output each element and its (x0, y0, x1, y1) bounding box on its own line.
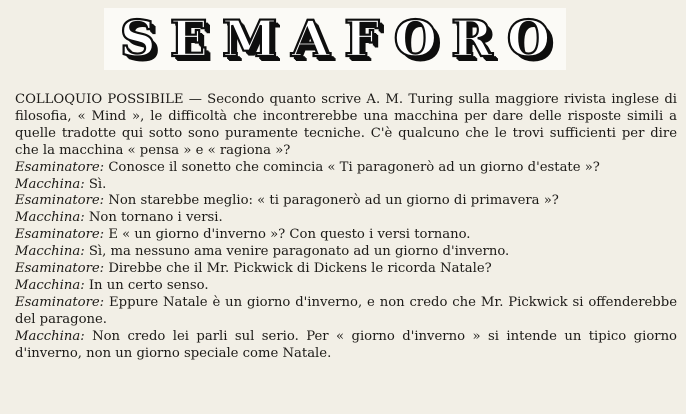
dialogue-line (15, 177, 677, 194)
article-body (15, 92, 677, 363)
dialogue-line (15, 160, 677, 177)
dialogue-line (15, 227, 677, 244)
dialogue-text: Sì. (84, 176, 107, 192)
speaker-label: Macchina: (15, 176, 85, 192)
masthead-title: SEMAFORO (119, 9, 565, 68)
article-heading: COLLOQUIO POSSIBILE (15, 92, 184, 107)
dialogue-text: Eppure Natale è un giorno d'inverno, e non credo che Mr. Pickwick si offenderebbe del paragone. (15, 294, 677, 327)
dialogue-text: Direbbe che il Mr. Pickwick di Dickens le ricorda Natale? (104, 261, 492, 277)
speaker-label: Macchina: (15, 328, 85, 344)
dialogue-text: Conosce il sonetto che comincia « Ti paragonerò ad un giorno d'estate »? (104, 159, 600, 175)
speaker-label: Esaminatore: (15, 193, 105, 209)
dialogue-text: Non tornano i versi. (84, 210, 223, 226)
dialogue-line (15, 329, 677, 363)
dialogue-text: E « un giorno d'inverno »? Con questo i versi tornano. (104, 227, 471, 243)
dialogue-line (15, 278, 677, 295)
speaker-label: Esaminatore: (15, 261, 105, 277)
speaker-label: Esaminatore: (15, 159, 105, 175)
speaker-label: Macchina: (15, 210, 85, 226)
intro-text: — Secondo quanto scrive A. M. Turing sulla maggiore rivista inglese di filosofia, « Mind », le difficoltà che incontrerebbe una macchina per dare delle risposte simili a quelle tradotte qui sotto sono puramente tecniche. C'è qualcuno che le trovi sufficienti per dire che la macchina « pensa » e « ragiona »? (15, 92, 677, 158)
dialogue-text: Non credo lei parli sul serio. Per « giorno d'inverno » si intende un tipico giorno d'inverno, non un giorno speciale come Natale. (15, 328, 677, 361)
dialogue-text: In un certo senso. (84, 277, 209, 293)
dialogue-line (15, 210, 677, 227)
masthead (104, 8, 566, 70)
dialogue-line (15, 244, 677, 261)
speaker-label: Macchina: (15, 277, 85, 293)
dialogue-text: Sì, ma nessuno ama venire paragonato ad un giorno d'inverno. (84, 244, 510, 260)
speaker-label: Macchina: (15, 244, 85, 260)
dialogue-line (15, 261, 677, 278)
speaker-label: Esaminatore: (15, 227, 105, 243)
intro-paragraph (15, 92, 677, 160)
dialogue-text: Non starebbe meglio: « ti paragonerò ad un giorno di primavera »? (104, 193, 559, 209)
speaker-label: Esaminatore: (15, 294, 105, 310)
dialogue-line (15, 295, 677, 329)
dialogue-line (15, 193, 677, 210)
